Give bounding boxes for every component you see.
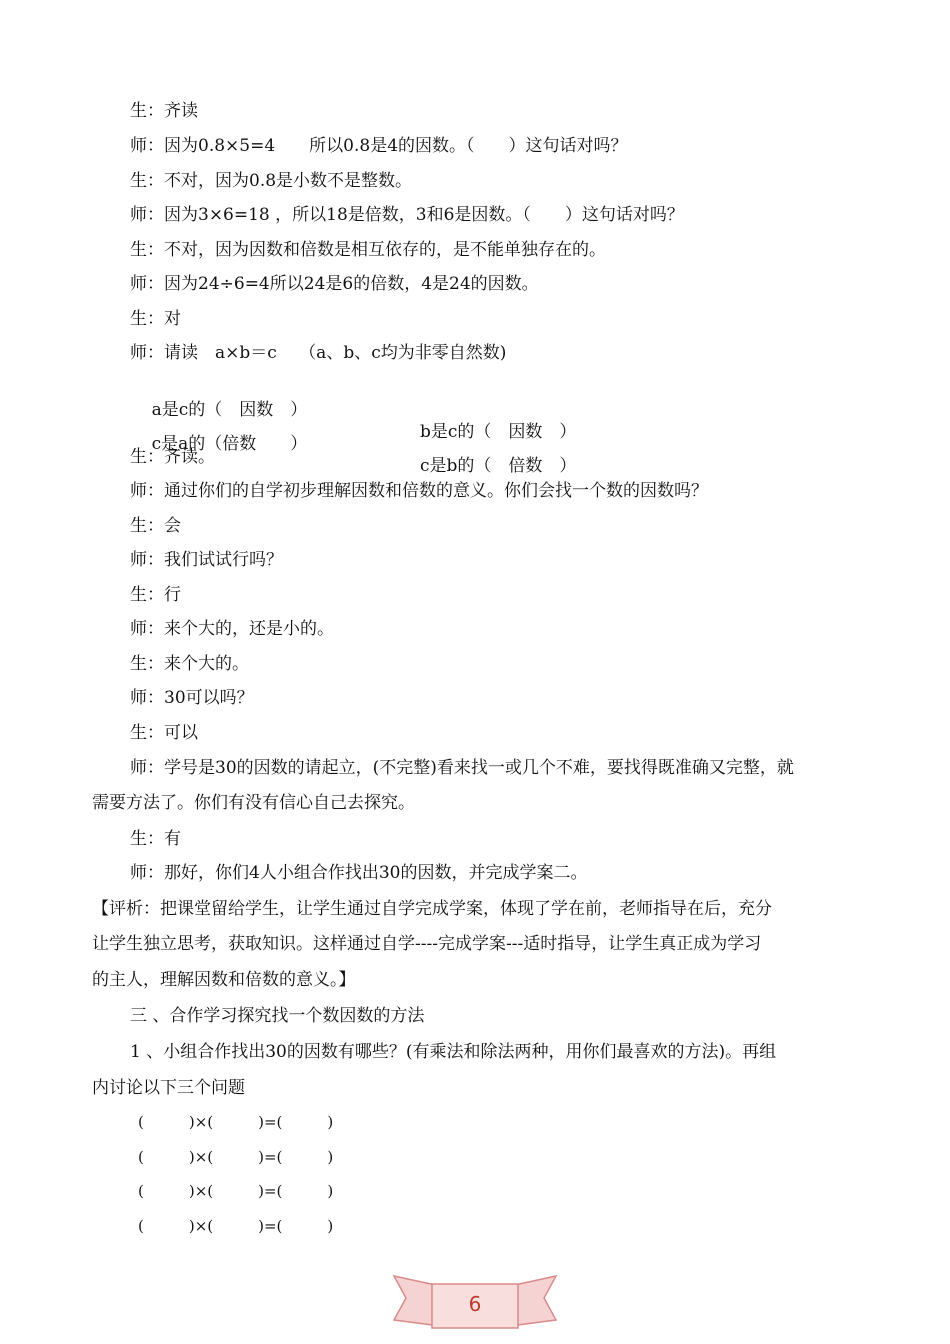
dialogue-line: 师：因为24÷6=4所以24是6的倍数，4是24的因数。 — [130, 274, 539, 294]
fill-pair-right: c是b的（ 倍数 ） — [420, 456, 577, 476]
equation-blank: ( )×( )=( ) — [138, 1113, 334, 1131]
paragraph-continuation: 需要方法了。你们有没有信心自己去探究。 — [92, 793, 415, 813]
page-footer — [392, 1270, 558, 1334]
dialogue-line: 师：请读 a×b＝c （a、b、c均为非零自然数) — [130, 343, 507, 363]
dialogue-line: 师：30可以吗？ — [130, 688, 254, 708]
page-number: 6 — [468, 1292, 482, 1316]
equation-blank: ( )×( )=( ) — [138, 1148, 334, 1166]
task-line: 1 、小组合作找出30的因数有哪些？(有乘法和除法两种，用你们最喜欢的方法)。再组 — [130, 1042, 777, 1062]
dialogue-line: 师：那好，你们4人小组合作找出30的因数，并完成学案二。 — [130, 863, 588, 883]
dialogue-line: 生：齐读 — [130, 101, 198, 121]
dialogue-line: 生：行 — [130, 585, 181, 605]
paragraph-first-line: 师：学号是30的因数的请起立，(不完整)看来找一或几个不难，要找得既准确又完整，就 — [130, 758, 794, 778]
fill-pair-right: b是c的（ 因数 ） — [420, 422, 577, 442]
dialogue-line: 师：因为3×6=18 ，所以18是倍数，3和6是因数。（ ）这句话对吗？ — [130, 205, 684, 225]
dialogue-line: 师：通过你们的自学初步理解因数和倍数的意义。你们会找一个数的因数吗？ — [130, 481, 708, 501]
dialogue-line: 师：来个大的，还是小的。 — [130, 619, 334, 639]
dialogue-line: 生：不对，因为因数和倍数是相互依存的，是不能单独存在的。 — [130, 240, 606, 260]
equation-blank: ( )×( )=( ) — [138, 1182, 334, 1200]
task-continuation: 内讨论以下三个问题 — [92, 1078, 245, 1098]
evaluation-line: 【评析：把课堂留给学生，让学生通过自学完成学案，体现了学在前，老师指导在后，充分 — [92, 899, 772, 919]
equation-blank: ( )×( )=( ) — [138, 1217, 334, 1235]
dialogue-line: 生：有 — [130, 829, 181, 849]
dialogue-line: 生：来个大的。 — [130, 654, 249, 674]
dialogue-line: 生：不对，因为0.8是小数不是整数。 — [130, 171, 413, 191]
dialogue-line: 生：齐读。 — [130, 447, 215, 467]
fill-pair-left: a是c的（ 因数 ） — [151, 400, 308, 420]
section-title: 三 、合作学习探究找一个数因数的方法 — [130, 1006, 425, 1026]
dialogue-line: 师：我们试试行吗？ — [130, 550, 283, 570]
dialogue-line: 师：因为0.8×5=4 所以0.8是4的因数。（ ）这句话对吗？ — [130, 136, 628, 156]
dialogue-line: 生：会 — [130, 516, 181, 536]
evaluation-line: 的主人，理解因数和倍数的意义。】 — [92, 970, 356, 990]
dialogue-line: 生：对 — [130, 309, 181, 329]
dialogue-line: 生：可以 — [130, 723, 198, 743]
evaluation-line: 让学生独立思考，获取知识。这样通过自学----完成学案---适时指导，让学生真正成为学习 — [92, 934, 762, 954]
fill-pair-left: c是a的（倍数 ） — [151, 434, 308, 454]
